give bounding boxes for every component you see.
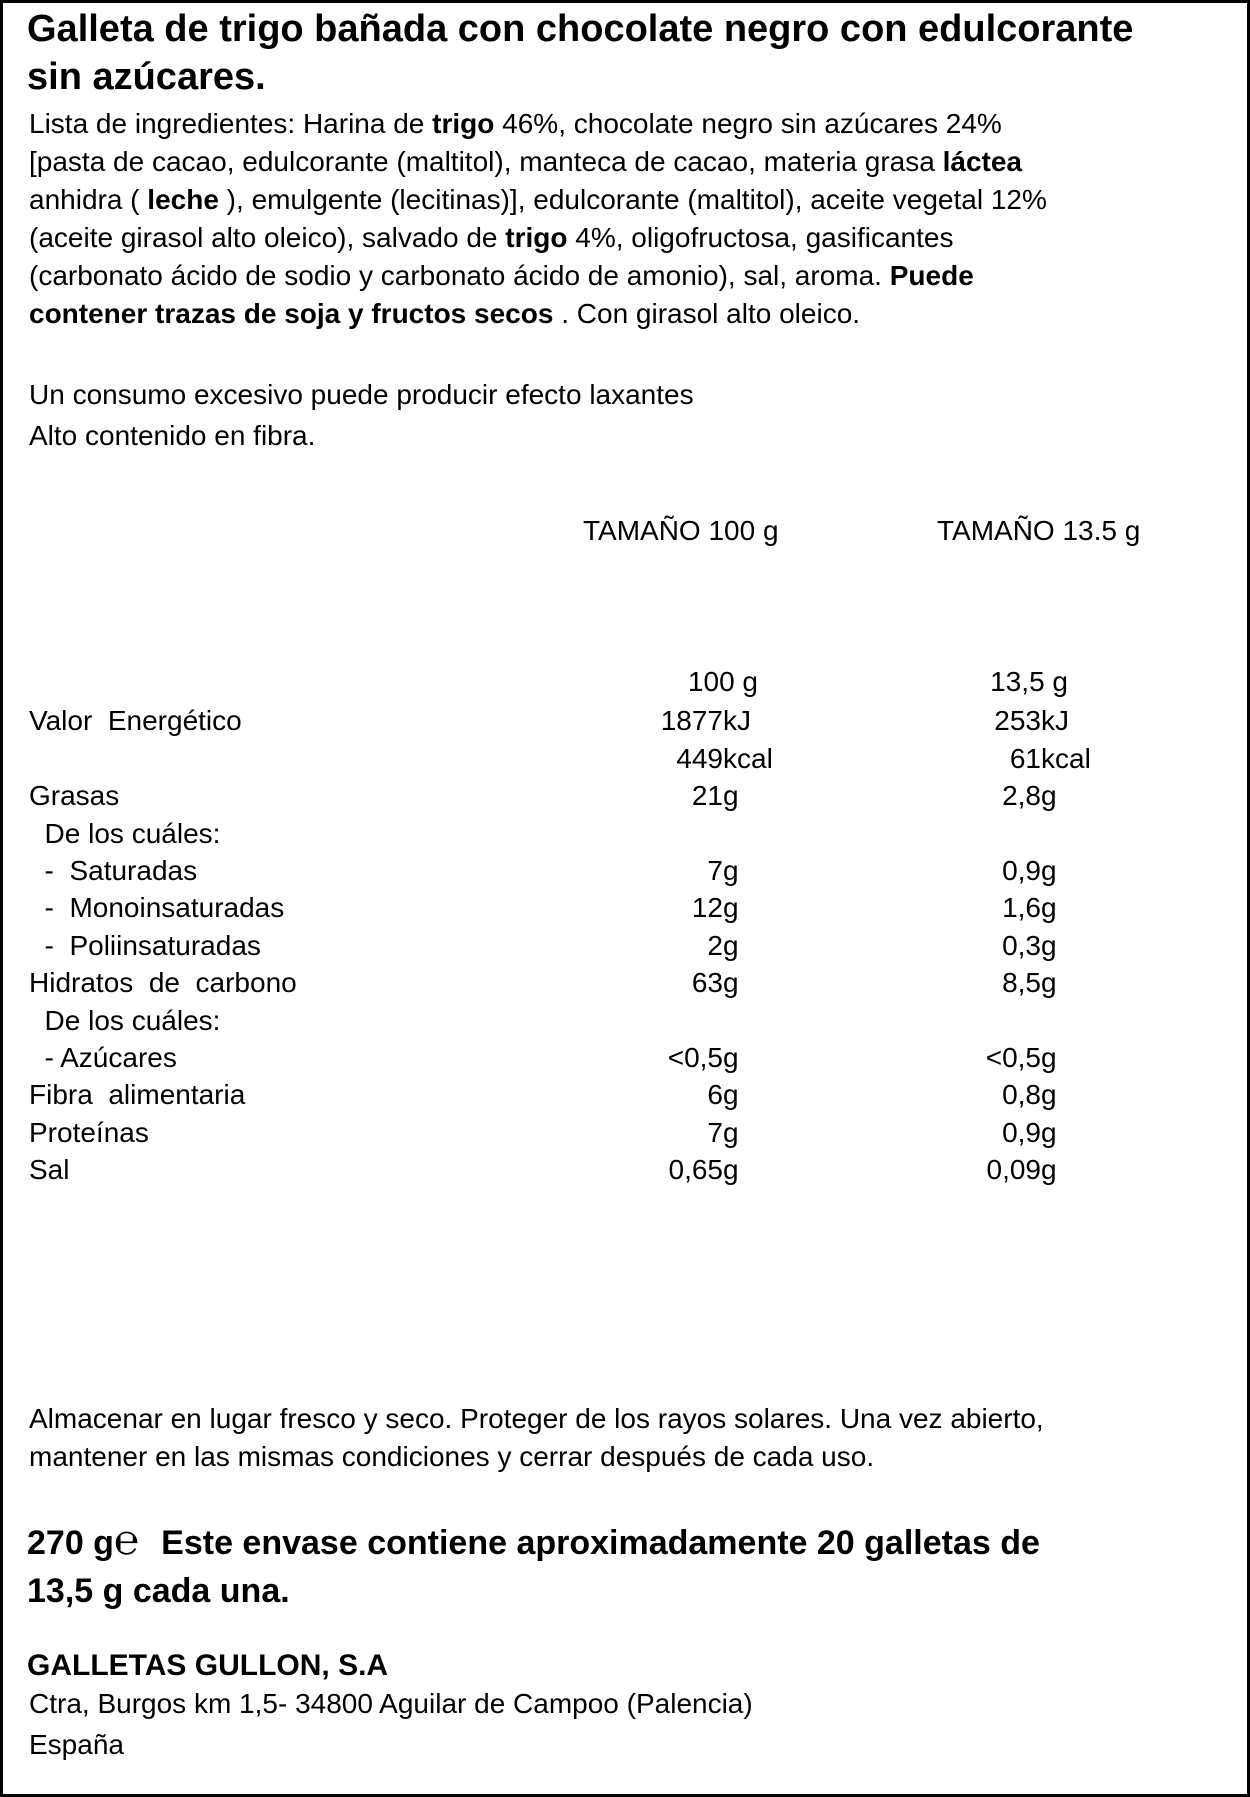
net-weight: 270 g (27, 1524, 114, 1562)
serving-size-100g: 100 g (687, 666, 758, 697)
nutrient-value-100g: 6 (707, 1079, 723, 1111)
product-title (27, 5, 1247, 101)
allergen-warning-text: contener trazas de soja y fructos secos (29, 298, 554, 329)
nutrient-value-100g: 7 (707, 1116, 723, 1148)
ingredients-line-4 (29, 219, 1239, 257)
nutrient-unit-100g: g (723, 1154, 739, 1186)
nutrient-value-100g: 12 (691, 892, 723, 924)
nutrient-unit-serving: g (1041, 929, 1057, 961)
allergen-text: láctea (942, 146, 1023, 177)
nutrient-unit-100g: g (723, 892, 739, 924)
nutrient-unit-serving: g (1041, 1154, 1057, 1186)
ingredients-text: [pasta de cacao, edulcorante (maltitol), manteca de cacao, materia grasa (29, 146, 943, 177)
serving-size-portion: 13,5 g (990, 666, 1068, 697)
nutrient-label: Proteínas (29, 1116, 149, 1148)
nutrient-label: De los cuáles: (29, 817, 221, 849)
nutrient-value-100g: 449 (676, 742, 723, 774)
column-header-100g: TAMAÑO 100 g (583, 515, 779, 546)
nutrient-label: Sal (29, 1154, 70, 1186)
storage-line-1: Almacenar en lugar fresco y seco. Proteger de los rayos solares. Una vez abierto, (29, 1403, 1044, 1434)
laxative-warning: Un consumo excesivo puede producir efecto laxantes (29, 379, 694, 410)
ingredients-line-1 (29, 105, 1239, 143)
nutrient-unit-100g: g (723, 929, 739, 961)
nutrient-value-serving: 0,09 (986, 1154, 1041, 1186)
nutrient-unit-serving: g (1041, 967, 1057, 999)
nutrient-unit-serving: g (1041, 1116, 1057, 1148)
nutrient-value-serving: 0,3 (1002, 929, 1041, 961)
ingredients-list (29, 105, 1239, 333)
nutrient-value-serving: 8,5 (1002, 967, 1041, 999)
nutrient-label: - Poliinsaturadas (29, 929, 261, 961)
manufacturer-country: España (29, 1729, 124, 1760)
nutrient-label: Valor Energético (29, 705, 242, 737)
ingredients-text: ), emulgente (lecitinas)], edulcorante (maltitol), aceite vegetal 12% (218, 184, 1047, 215)
package-count-text: Este envase contiene aproximadamente 20 galletas de (161, 1524, 1040, 1562)
nutrient-label: Hidratos de carbono (29, 967, 297, 999)
nutrient-value-100g: 63 (691, 967, 723, 999)
nutrient-unit-serving: kJ (1041, 705, 1069, 737)
nutrient-value-serving: 2,8 (1002, 780, 1041, 812)
ingredients-line-6 (29, 295, 1239, 333)
ingredients-text: 46%, chocolate negro sin azúcares 24% (494, 108, 1002, 139)
nutrient-unit-100g: kcal (723, 742, 773, 774)
ingredients-text: . Con girasol alto oleico. (553, 298, 861, 329)
nutrient-value-100g: <0,5 (667, 1042, 723, 1073)
storage-line-2: mantener en las mismas condiciones y cerrar después de cada uso. (29, 1441, 875, 1472)
nutrient-unit-serving: kcal (1041, 742, 1091, 774)
nutrient-unit-100g: g (723, 1042, 739, 1073)
ingredients-text: (aceite girasol alto oleico), salvado de (29, 222, 506, 253)
nutrient-unit-serving: g (1041, 1079, 1057, 1111)
package-line-1 (27, 1515, 1227, 1567)
nutrient-value-serving: 253 (994, 705, 1041, 737)
nutrient-value-serving: 0,9 (1002, 855, 1041, 886)
product-title-line-1: Galleta de trigo bañada con chocolate negro con edulcorante (27, 8, 1134, 50)
nutrient-unit-100g: g (723, 1116, 739, 1148)
nutrient-label: - Saturadas (29, 855, 198, 886)
package-info (27, 1515, 1227, 1615)
allergen-text: trigo (505, 222, 568, 253)
ingredients-text: Lista de ingredientes: Harina de (29, 108, 433, 139)
nutrient-unit-100g: g (723, 967, 739, 999)
nutrient-value-serving: 61 (1009, 742, 1041, 774)
manufacturer-name: GALLETAS GULLON, S.A (27, 1649, 389, 1682)
ingredients-text: 4%, oligofructosa, gasificantes (567, 222, 954, 253)
ingredients-text: anhidra ( (29, 184, 148, 215)
nutrient-value-serving: 0,9 (1002, 1116, 1041, 1148)
nutrient-label: Grasas (29, 780, 120, 812)
package-line-2: 13,5 g cada una. (27, 1572, 290, 1610)
ingredients-line-5 (29, 257, 1239, 295)
nutrient-value-serving: 1,6 (1002, 892, 1041, 924)
storage-instructions (29, 1400, 1239, 1476)
nutrient-unit-100g: g (723, 1079, 739, 1111)
ingredients-text: (carbonato ácido de sodio y carbonato ácido de amonio), sal, aroma. (29, 260, 890, 291)
fiber-claim: Alto contenido en fibra. (29, 420, 316, 451)
nutrient-label: De los cuáles: (29, 1004, 221, 1036)
manufacturer-address: Ctra, Burgos km 1,5- 34800 Aguilar de Campoo (Palencia) (29, 1688, 753, 1719)
nutrient-value-100g: 7 (707, 855, 723, 886)
nutrient-label: Fibra alimentaria (29, 1079, 246, 1111)
nutrient-unit-100g: g (723, 780, 739, 812)
nutrient-value-serving: <0,5 (985, 1042, 1041, 1073)
product-title-line-2: sin azúcares. (27, 56, 266, 98)
nutrient-label: - Monoinsaturadas (29, 892, 285, 924)
nutrient-unit-100g: kJ (723, 705, 751, 737)
ingredients-line-2 (29, 143, 1239, 181)
nutrient-unit-serving: g (1041, 892, 1057, 924)
allergen-text: leche (147, 184, 219, 215)
allergen-warning-text: Puede (889, 260, 974, 291)
allergen-text: trigo (432, 108, 495, 139)
nutrient-unit-100g: g (723, 855, 739, 886)
nutrient-value-serving: 0,8 (1002, 1079, 1041, 1111)
nutrient-unit-serving: g (1041, 780, 1057, 812)
nutrient-value-100g: 2 (707, 929, 723, 961)
nutrient-unit-serving: g (1041, 855, 1057, 886)
ingredients-line-3 (29, 181, 1239, 219)
estimated-sign-icon: ℮ (113, 1515, 140, 1564)
nutrient-value-100g: 21 (691, 780, 723, 812)
nutrient-value-100g: 0,65 (668, 1154, 723, 1186)
nutrient-label: - Azúcares (29, 1042, 177, 1073)
column-header-serving: TAMAÑO 13.5 g (937, 515, 1141, 546)
nutrient-unit-serving: g (1041, 1042, 1057, 1073)
nutrient-value-100g: 1877 (660, 705, 723, 737)
